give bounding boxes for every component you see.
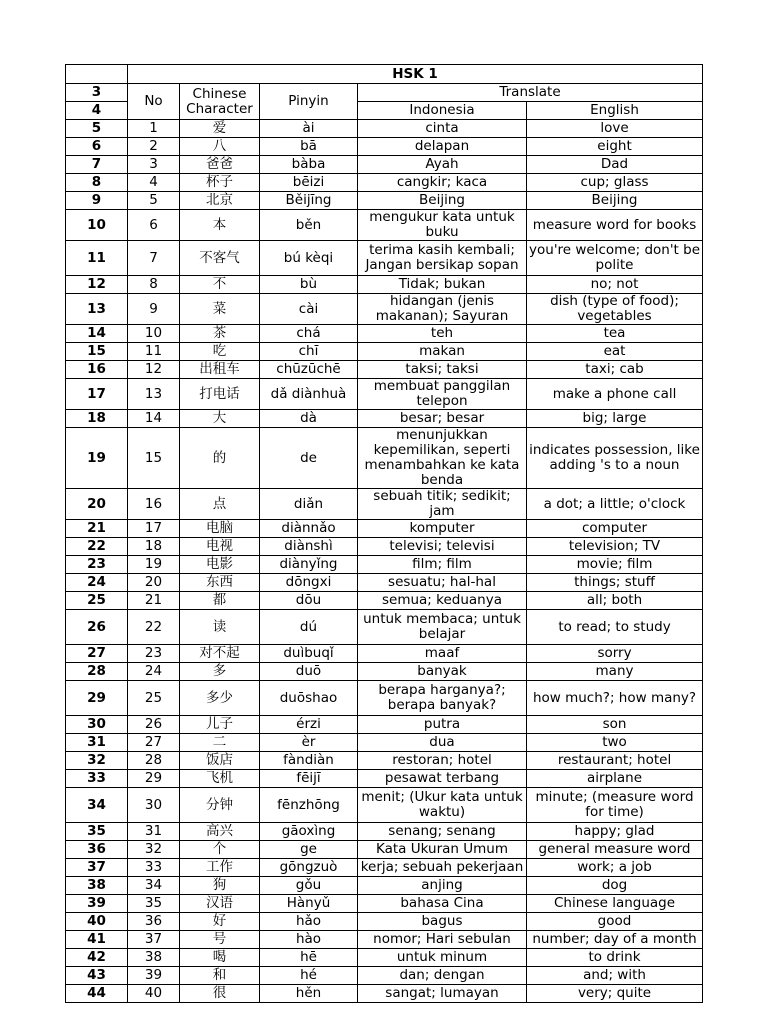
table-row (66, 841, 703, 859)
row-number-cell: 17 (66, 379, 128, 410)
table-row (66, 895, 703, 913)
pinyin-cell: chī (260, 343, 358, 361)
english-translation-cell: Dad (527, 156, 703, 174)
row-number-cell: 43 (66, 967, 128, 985)
indonesian-translation-cell: semua; keduanya (358, 592, 527, 610)
entry-number-cell: 22 (128, 610, 180, 645)
pinyin-cell: gǒu (260, 877, 358, 895)
row-number-cell: 24 (66, 574, 128, 592)
pinyin-cell: gōngzuò (260, 859, 358, 877)
indonesian-translation-cell: hidangan (jenis makanan); Sayuran (358, 294, 527, 325)
entry-number-cell: 40 (128, 985, 180, 1003)
row-number-cell: 22 (66, 538, 128, 556)
indonesian-translation-cell: kerja; sebuah pekerjaan (358, 859, 527, 877)
chinese-character-cell: 电视 (180, 538, 260, 556)
table-row (66, 877, 703, 895)
entry-number-cell: 8 (128, 276, 180, 294)
indonesian-translation-cell: besar; besar (358, 410, 527, 428)
chinese-character-cell: 打电话 (180, 379, 260, 410)
entry-number-cell: 5 (128, 192, 180, 210)
english-translation-cell: big; large (527, 410, 703, 428)
english-translation-cell: all; both (527, 592, 703, 610)
indonesian-translation-cell: teh (358, 325, 527, 343)
chinese-character-cell: 北京 (180, 192, 260, 210)
english-translation-cell: taxi; cab (527, 361, 703, 379)
chinese-character-cell: 茶 (180, 325, 260, 343)
header-translate: Translate (358, 84, 703, 102)
pinyin-cell: de (260, 428, 358, 489)
row-number-cell: 14 (66, 325, 128, 343)
entry-number-cell: 28 (128, 752, 180, 770)
english-translation-cell: dish (type of food); vegetables (527, 294, 703, 325)
entry-number-cell: 37 (128, 931, 180, 949)
chinese-character-cell: 都 (180, 592, 260, 610)
indonesian-translation-cell: banyak (358, 663, 527, 681)
english-translation-cell: cup; glass (527, 174, 703, 192)
row-number-cell: 25 (66, 592, 128, 610)
english-translation-cell: indicates possession, like adding 's to a noun (527, 428, 703, 489)
chinese-character-cell: 爸爸 (180, 156, 260, 174)
english-translation-cell: love (527, 120, 703, 138)
pinyin-cell: Běijīng (260, 192, 358, 210)
hsk1-vocabulary-table (65, 64, 703, 1003)
chinese-character-cell: 出租车 (180, 361, 260, 379)
indonesian-translation-cell: maaf (358, 645, 527, 663)
pinyin-cell: bú kèqi (260, 241, 358, 276)
chinese-character-cell: 饭店 (180, 752, 260, 770)
header-chinese-character: Chinese Character (180, 84, 260, 120)
pinyin-cell: ge (260, 841, 358, 859)
indonesian-translation-cell: menit; (Ukur kata untuk waktu) (358, 788, 527, 823)
indonesian-translation-cell: anjing (358, 877, 527, 895)
chinese-character-cell: 高兴 (180, 823, 260, 841)
indonesian-translation-cell: bagus (358, 913, 527, 931)
indonesian-translation-cell: terima kasih kembali; Jangan bersikap sopan (358, 241, 527, 276)
row-number-cell: 38 (66, 877, 128, 895)
table-row (66, 931, 703, 949)
row-number-cell: 37 (66, 859, 128, 877)
chinese-character-cell: 八 (180, 138, 260, 156)
pinyin-cell: diànyǐng (260, 556, 358, 574)
entry-number-cell: 14 (128, 410, 180, 428)
row-number-cell: 12 (66, 276, 128, 294)
english-translation-cell: to drink (527, 949, 703, 967)
table-row (66, 770, 703, 788)
english-translation-cell: sorry (527, 645, 703, 663)
chinese-character-cell: 很 (180, 985, 260, 1003)
english-translation-cell: minute; (measure word for time) (527, 788, 703, 823)
entry-number-cell: 25 (128, 681, 180, 716)
table-row (66, 138, 703, 156)
row-number-cell: 8 (66, 174, 128, 192)
pinyin-cell: cài (260, 294, 358, 325)
english-translation-cell: many (527, 663, 703, 681)
table-row (66, 610, 703, 645)
pinyin-cell: hào (260, 931, 358, 949)
chinese-character-cell: 不客气 (180, 241, 260, 276)
entry-number-cell: 23 (128, 645, 180, 663)
entry-number-cell: 16 (128, 489, 180, 520)
chinese-character-cell: 多 (180, 663, 260, 681)
pinyin-cell: fēijī (260, 770, 358, 788)
indonesian-translation-cell: senang; senang (358, 823, 527, 841)
pinyin-cell: hé (260, 967, 358, 985)
english-translation-cell: work; a job (527, 859, 703, 877)
chinese-character-cell: 不 (180, 276, 260, 294)
row-number-cell: 15 (66, 343, 128, 361)
indonesian-translation-cell: untuk minum (358, 949, 527, 967)
table-row (66, 574, 703, 592)
title-row (66, 65, 703, 84)
row-number-cell: 7 (66, 156, 128, 174)
indonesian-translation-cell: Tidak; bukan (358, 276, 527, 294)
chinese-character-cell: 读 (180, 610, 260, 645)
indonesian-translation-cell: sangat; lumayan (358, 985, 527, 1003)
chinese-character-cell: 多少 (180, 681, 260, 716)
pinyin-cell: duōshao (260, 681, 358, 716)
indonesian-translation-cell: makan (358, 343, 527, 361)
english-translation-cell: a dot; a little; o'clock (527, 489, 703, 520)
row-number-cell: 39 (66, 895, 128, 913)
chinese-character-cell: 吃 (180, 343, 260, 361)
title-spacer-cell (66, 65, 128, 84)
indonesian-translation-cell: film; film (358, 556, 527, 574)
table-row (66, 294, 703, 325)
row-number-cell: 29 (66, 681, 128, 716)
row-number-cell: 27 (66, 645, 128, 663)
row-number-cell: 42 (66, 949, 128, 967)
header-pinyin: Pinyin (260, 84, 358, 120)
english-translation-cell: television; TV (527, 538, 703, 556)
entry-number-cell: 10 (128, 325, 180, 343)
table-row (66, 967, 703, 985)
entry-number-cell: 7 (128, 241, 180, 276)
row-number-cell: 26 (66, 610, 128, 645)
table-row (66, 823, 703, 841)
entry-number-cell: 30 (128, 788, 180, 823)
table-row (66, 859, 703, 877)
table-row (66, 343, 703, 361)
chinese-character-cell: 电影 (180, 556, 260, 574)
indonesian-translation-cell: restoran; hotel (358, 752, 527, 770)
english-translation-cell: you're welcome; don't be polite (527, 241, 703, 276)
row-number-cell: 19 (66, 428, 128, 489)
table-row (66, 325, 703, 343)
english-translation-cell: Beijing (527, 192, 703, 210)
chinese-character-cell: 分钟 (180, 788, 260, 823)
english-translation-cell: and; with (527, 967, 703, 985)
indonesian-translation-cell: Beijing (358, 192, 527, 210)
header-no: No (128, 84, 180, 120)
indonesian-translation-cell: Ayah (358, 156, 527, 174)
row-number-cell: 44 (66, 985, 128, 1003)
chinese-character-cell: 好 (180, 913, 260, 931)
pinyin-cell: diǎn (260, 489, 358, 520)
chinese-character-cell: 号 (180, 931, 260, 949)
pinyin-cell: hē (260, 949, 358, 967)
table-row (66, 913, 703, 931)
entry-number-cell: 2 (128, 138, 180, 156)
row-number-cell: 6 (66, 138, 128, 156)
entry-number-cell: 21 (128, 592, 180, 610)
pinyin-cell: dà (260, 410, 358, 428)
table-row (66, 645, 703, 663)
row-number-cell: 5 (66, 120, 128, 138)
table-row (66, 210, 703, 241)
table-row (66, 361, 703, 379)
table-row (66, 120, 703, 138)
table-row (66, 192, 703, 210)
table-row (66, 174, 703, 192)
indonesian-translation-cell: delapan (358, 138, 527, 156)
pinyin-cell: chūzūchē (260, 361, 358, 379)
pinyin-cell: duìbuqǐ (260, 645, 358, 663)
english-translation-cell: no; not (527, 276, 703, 294)
chinese-character-cell: 飞机 (180, 770, 260, 788)
entry-number-cell: 12 (128, 361, 180, 379)
entry-number-cell: 38 (128, 949, 180, 967)
header-english: English (527, 102, 703, 120)
table-row (66, 681, 703, 716)
row-number-cell: 41 (66, 931, 128, 949)
chinese-character-cell: 工作 (180, 859, 260, 877)
header-row-number-b: 4 (66, 102, 128, 120)
english-translation-cell: good (527, 913, 703, 931)
english-translation-cell: very; quite (527, 985, 703, 1003)
header-row-number-a: 3 (66, 84, 128, 102)
row-number-cell: 28 (66, 663, 128, 681)
indonesian-translation-cell: komputer (358, 520, 527, 538)
english-translation-cell: two (527, 734, 703, 752)
english-translation-cell: make a phone call (527, 379, 703, 410)
indonesian-translation-cell: televisi; televisi (358, 538, 527, 556)
table-row (66, 985, 703, 1003)
english-translation-cell: tea (527, 325, 703, 343)
pinyin-cell: bēizi (260, 174, 358, 192)
entry-number-cell: 24 (128, 663, 180, 681)
indonesian-translation-cell: dan; dengan (358, 967, 527, 985)
chinese-character-cell: 大 (180, 410, 260, 428)
chinese-character-cell: 东西 (180, 574, 260, 592)
entry-number-cell: 31 (128, 823, 180, 841)
indonesian-translation-cell: cangkir; kaca (358, 174, 527, 192)
row-number-cell: 36 (66, 841, 128, 859)
pinyin-cell: fēnzhōng (260, 788, 358, 823)
chinese-character-cell: 二 (180, 734, 260, 752)
table-row (66, 788, 703, 823)
pinyin-cell: ài (260, 120, 358, 138)
english-translation-cell: things; stuff (527, 574, 703, 592)
chinese-character-cell: 电脑 (180, 520, 260, 538)
chinese-character-cell: 对不起 (180, 645, 260, 663)
english-translation-cell: how much?; how many? (527, 681, 703, 716)
row-number-cell: 9 (66, 192, 128, 210)
english-translation-cell: measure word for books (527, 210, 703, 241)
row-number-cell: 13 (66, 294, 128, 325)
indonesian-translation-cell: sebuah titik; sedikit; jam (358, 489, 527, 520)
chinese-character-cell: 点 (180, 489, 260, 520)
row-number-cell: 16 (66, 361, 128, 379)
chinese-character-cell: 喝 (180, 949, 260, 967)
entry-number-cell: 11 (128, 343, 180, 361)
table-row (66, 276, 703, 294)
table-row (66, 663, 703, 681)
row-number-cell: 40 (66, 913, 128, 931)
pinyin-cell: běn (260, 210, 358, 241)
chinese-character-cell: 本 (180, 210, 260, 241)
entry-number-cell: 36 (128, 913, 180, 931)
row-number-cell: 10 (66, 210, 128, 241)
chinese-character-cell: 菜 (180, 294, 260, 325)
indonesian-translation-cell: membuat panggilan telepon (358, 379, 527, 410)
entry-number-cell: 26 (128, 716, 180, 734)
entry-number-cell: 32 (128, 841, 180, 859)
pinyin-cell: gāoxìng (260, 823, 358, 841)
pinyin-cell: dōngxi (260, 574, 358, 592)
row-number-cell: 21 (66, 520, 128, 538)
table-row (66, 520, 703, 538)
header-row-a (66, 84, 703, 102)
entry-number-cell: 6 (128, 210, 180, 241)
pinyin-cell: èr (260, 734, 358, 752)
english-translation-cell: airplane (527, 770, 703, 788)
entry-number-cell: 17 (128, 520, 180, 538)
table-row (66, 734, 703, 752)
row-number-cell: 34 (66, 788, 128, 823)
entry-number-cell: 3 (128, 156, 180, 174)
english-translation-cell: restaurant; hotel (527, 752, 703, 770)
entry-number-cell: 33 (128, 859, 180, 877)
sheet-title: HSK 1 (128, 65, 703, 84)
indonesian-translation-cell: bahasa Cina (358, 895, 527, 913)
vocabulary-rows (66, 120, 703, 1003)
table-row (66, 156, 703, 174)
row-number-cell: 11 (66, 241, 128, 276)
indonesian-translation-cell: cinta (358, 120, 527, 138)
pinyin-cell: fàndiàn (260, 752, 358, 770)
row-number-cell: 18 (66, 410, 128, 428)
row-number-cell: 23 (66, 556, 128, 574)
pinyin-cell: hǎo (260, 913, 358, 931)
chinese-character-cell: 狗 (180, 877, 260, 895)
table-row (66, 410, 703, 428)
row-number-cell: 33 (66, 770, 128, 788)
table-row (66, 949, 703, 967)
chinese-character-cell: 杯子 (180, 174, 260, 192)
pinyin-cell: Hànyǔ (260, 895, 358, 913)
english-translation-cell: eight (527, 138, 703, 156)
english-translation-cell: son (527, 716, 703, 734)
english-translation-cell: Chinese language (527, 895, 703, 913)
entry-number-cell: 18 (128, 538, 180, 556)
entry-number-cell: 29 (128, 770, 180, 788)
chinese-character-cell: 的 (180, 428, 260, 489)
row-number-cell: 35 (66, 823, 128, 841)
table-row (66, 428, 703, 489)
english-translation-cell: to read; to study (527, 610, 703, 645)
row-number-cell: 20 (66, 489, 128, 520)
pinyin-cell: diànshì (260, 538, 358, 556)
entry-number-cell: 34 (128, 877, 180, 895)
indonesian-translation-cell: sesuatu; hal-hal (358, 574, 527, 592)
pinyin-cell: diànnǎo (260, 520, 358, 538)
indonesian-translation-cell: taksi; taksi (358, 361, 527, 379)
pinyin-cell: dú (260, 610, 358, 645)
pinyin-cell: hěn (260, 985, 358, 1003)
english-translation-cell: eat (527, 343, 703, 361)
chinese-character-cell: 爱 (180, 120, 260, 138)
entry-number-cell: 19 (128, 556, 180, 574)
row-number-cell: 32 (66, 752, 128, 770)
indonesian-translation-cell: untuk membaca; untuk belajar (358, 610, 527, 645)
chinese-character-cell: 个 (180, 841, 260, 859)
table-row (66, 592, 703, 610)
pinyin-cell: dōu (260, 592, 358, 610)
indonesian-translation-cell: putra (358, 716, 527, 734)
entry-number-cell: 9 (128, 294, 180, 325)
entry-number-cell: 15 (128, 428, 180, 489)
table-row (66, 489, 703, 520)
indonesian-translation-cell: mengukur kata untuk buku (358, 210, 527, 241)
indonesian-translation-cell: nomor; Hari sebulan (358, 931, 527, 949)
table-row (66, 379, 703, 410)
chinese-character-cell: 汉语 (180, 895, 260, 913)
pinyin-cell: bù (260, 276, 358, 294)
table-row (66, 716, 703, 734)
indonesian-translation-cell: menunjukkan kepemilikan, seperti menambahkan ke kata benda (358, 428, 527, 489)
entry-number-cell: 13 (128, 379, 180, 410)
english-translation-cell: happy; glad (527, 823, 703, 841)
pinyin-cell: bàba (260, 156, 358, 174)
english-translation-cell: movie; film (527, 556, 703, 574)
entry-number-cell: 39 (128, 967, 180, 985)
chinese-character-cell: 儿子 (180, 716, 260, 734)
entry-number-cell: 20 (128, 574, 180, 592)
pinyin-cell: bā (260, 138, 358, 156)
pinyin-cell: chá (260, 325, 358, 343)
english-translation-cell: dog (527, 877, 703, 895)
row-number-cell: 31 (66, 734, 128, 752)
english-translation-cell: number; day of a month (527, 931, 703, 949)
entry-number-cell: 27 (128, 734, 180, 752)
entry-number-cell: 35 (128, 895, 180, 913)
pinyin-cell: duō (260, 663, 358, 681)
row-number-cell: 30 (66, 716, 128, 734)
indonesian-translation-cell: berapa harganya?; berapa banyak? (358, 681, 527, 716)
table-row (66, 556, 703, 574)
header-indonesia: Indonesia (358, 102, 527, 120)
entry-number-cell: 4 (128, 174, 180, 192)
english-translation-cell: computer (527, 520, 703, 538)
table-row (66, 538, 703, 556)
pinyin-cell: érzi (260, 716, 358, 734)
english-translation-cell: general measure word (527, 841, 703, 859)
chinese-character-cell: 和 (180, 967, 260, 985)
indonesian-translation-cell: pesawat terbang (358, 770, 527, 788)
pinyin-cell: dǎ diànhuà (260, 379, 358, 410)
indonesian-translation-cell: Kata Ukuran Umum (358, 841, 527, 859)
entry-number-cell: 1 (128, 120, 180, 138)
table-row (66, 752, 703, 770)
table-row (66, 241, 703, 276)
indonesian-translation-cell: dua (358, 734, 527, 752)
